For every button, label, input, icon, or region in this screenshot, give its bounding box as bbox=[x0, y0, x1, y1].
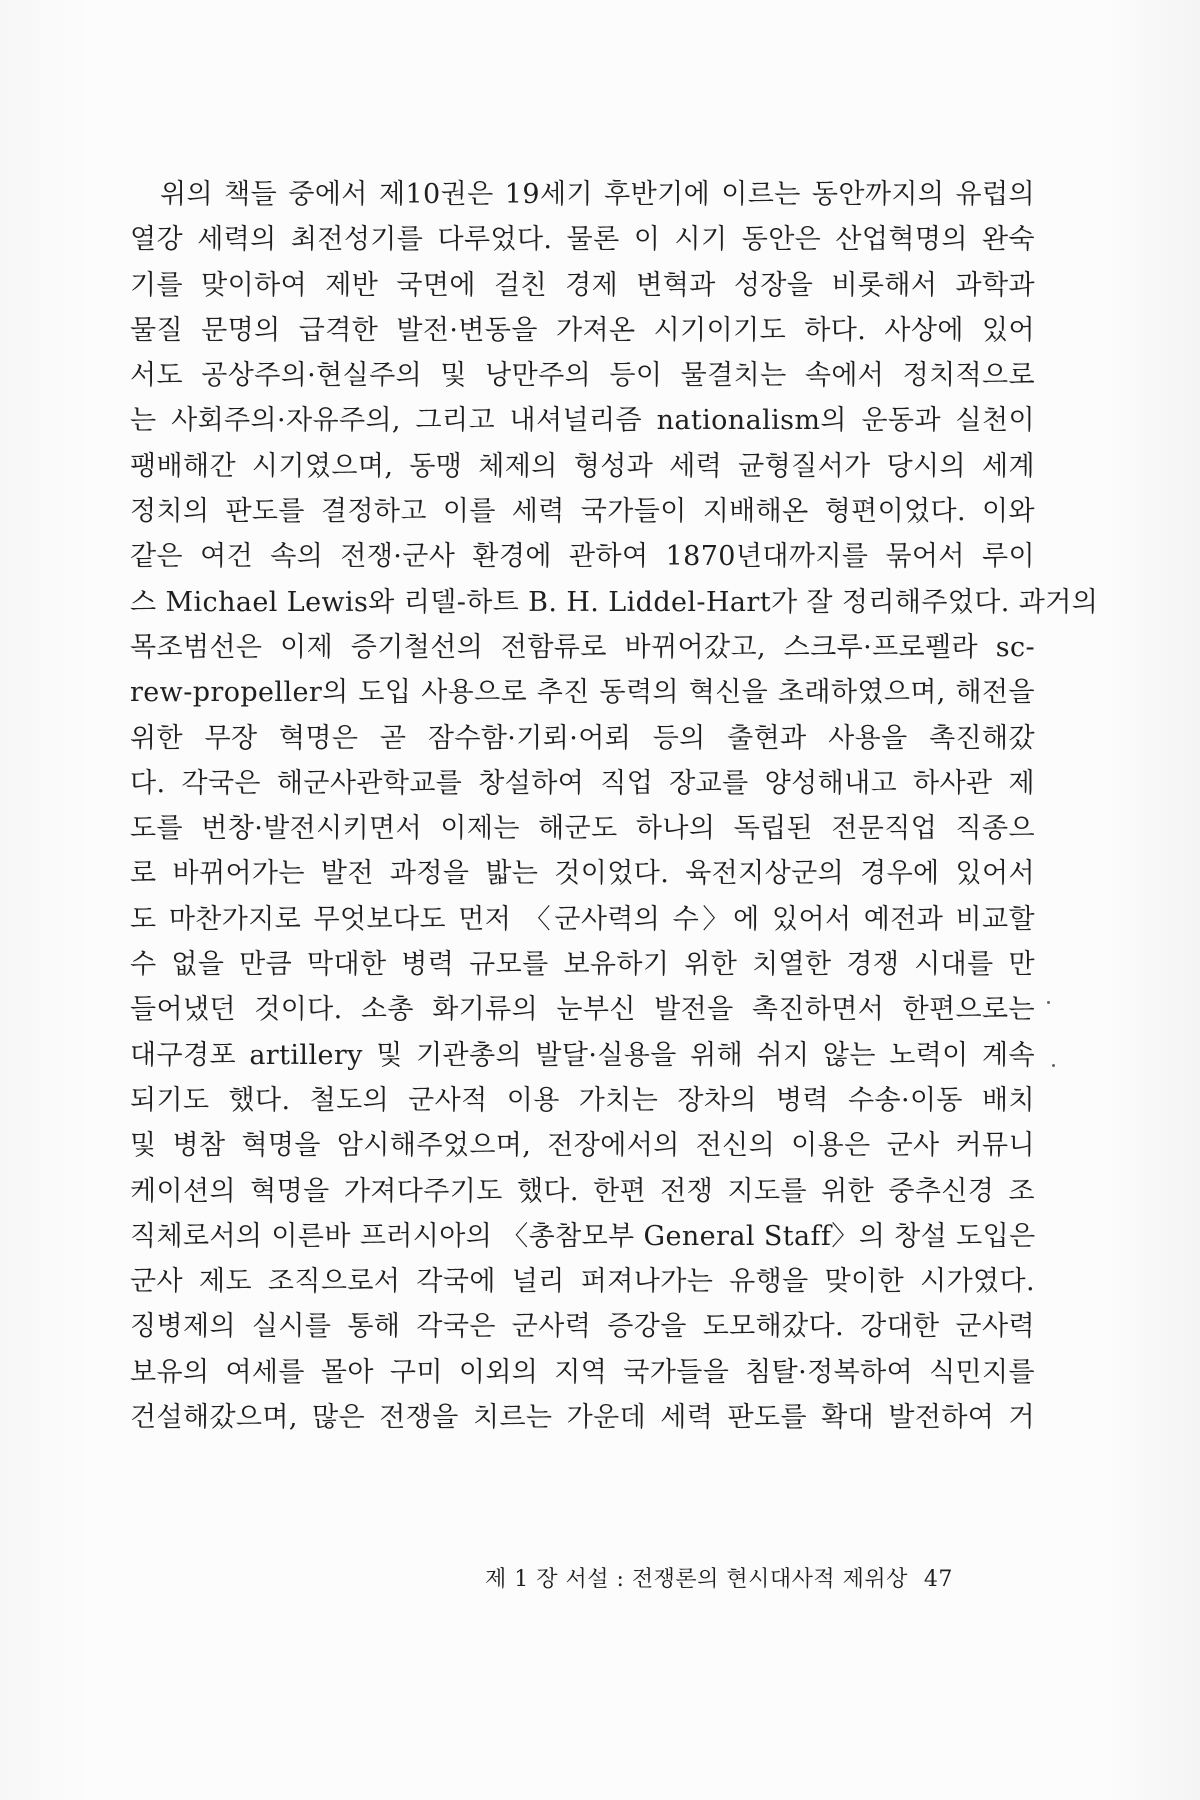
text-line: rew-propeller의 도입 사용으로 추진 동력의 혁신을 초래하였으며, 해전을 bbox=[130, 677, 1035, 709]
text-line: 같은 여건 속의 전쟁·군사 환경에 관하여 1870년대까지를 묶어서 루이 bbox=[130, 541, 1035, 573]
text-line: 목조범선은 이제 증기철선의 전함류로 바뀌어갔고, 스크루·프로펠라 sc- bbox=[130, 631, 1035, 663]
text-line: 군사 제도 조직으로서 각국에 널리 퍼져나가는 유행을 맞이한 시가였다. bbox=[130, 1266, 1035, 1298]
page-footer bbox=[485, 1562, 953, 1593]
text-line: 보유의 여세를 몰아 구미 이외의 지역 국가들을 침탈·정복하여 식민지를 bbox=[130, 1356, 1035, 1388]
page-number: 47 bbox=[923, 1567, 953, 1592]
ink-speck bbox=[1047, 1001, 1050, 1004]
text-line: 케이션의 혁명을 가져다주기도 했다. 한편 전쟁 지도를 위한 중추신경 조 bbox=[130, 1175, 1035, 1207]
text-line: 물질 문명의 급격한 발전·변동을 가져온 시기이기도 하다. 사상에 있어 bbox=[130, 314, 1035, 346]
text-line: 정치의 판도를 결정하고 이를 세력 국가들이 지배해온 형편이었다. 이와 bbox=[130, 496, 1035, 528]
text-line: 로 바뀌어가는 발전 과정을 밟는 것이었다. 육전지상군의 경우에 있어서 bbox=[130, 858, 1035, 890]
text-line: 위한 무장 혁명은 곧 잠수함·기뢰·어뢰 등의 출현과 사용을 촉진해갔 bbox=[130, 722, 1035, 754]
text-line: 직체로서의 이른바 프러시아의 〈총참모부 General Staff〉의 창설 도입은 bbox=[130, 1220, 1036, 1252]
text-line: 스 Michael Lewis와 리델-하트 B. H. Liddel-Hart가 잘 정리해주었다. 과거의 bbox=[130, 586, 1099, 618]
text-line: 는 사회주의·자유주의, 그리고 내셔널리즘 nationalism의 운동과 실천이 bbox=[130, 405, 1035, 437]
text-line: 대구경포 artillery 및 기관총의 발달·실용을 위해 쉬지 않는 노력이 계속 bbox=[130, 1039, 1035, 1071]
body-paragraph bbox=[130, 172, 1099, 1440]
text-line: 팽배해간 시기였으며, 동맹 체제의 형성과 세력 균형질서가 당시의 세계 bbox=[130, 450, 1035, 482]
text-line: 및 병참 혁명을 암시해주었으며, 전장에서의 전신의 이용은 군사 커뮤니 bbox=[130, 1130, 1035, 1162]
text-line: 위의 책들 중에서 제10권은 19세기 후반기에 이르는 동안까지의 유럽의 bbox=[160, 179, 1035, 210]
text-line: 들어냈던 것이다. 소총 화기류의 눈부신 발전을 촉진하면서 한편으로는 bbox=[130, 994, 1035, 1026]
text-line: 도를 번창·발전시키면서 이제는 해군도 하나의 독립된 전문직업 직종으 bbox=[130, 813, 1035, 845]
running-title: 제 1 장 서설 : 전쟁론의 현시대사적 제위상 bbox=[485, 1567, 908, 1592]
text-line: 열강 세력의 최전성기를 다루었다. 물론 이 시기 동안은 산업혁명의 완숙 bbox=[130, 224, 1035, 256]
text-line: 되기도 했다. 철도의 군사적 이용 가치는 장차의 병력 수송·이동 배치 bbox=[130, 1084, 1035, 1116]
text-line: 징병제의 실시를 통해 각국은 군사력 증강을 도모해갔다. 강대한 군사력 bbox=[130, 1311, 1035, 1343]
text-line: 서도 공상주의·현실주의 및 낭만주의 등이 물결치는 속에서 정치적으로 bbox=[130, 360, 1035, 392]
text-line: 기를 맞이하여 제반 국면에 걸친 경제 변혁과 성장을 비롯해서 과학과 bbox=[130, 269, 1035, 301]
text-line: 도 마찬가지로 무엇보다도 먼저 〈군사력의 수〉에 있어서 예전과 비교할 bbox=[130, 903, 1035, 935]
text-line: 수 없을 만큼 막대한 병력 규모를 보유하기 위한 치열한 경쟁 시대를 만 bbox=[130, 949, 1035, 981]
ink-speck bbox=[1052, 1064, 1055, 1067]
text-line: 다. 각국은 해군사관학교를 창설하여 직업 장교를 양성해내고 하사관 제 bbox=[130, 767, 1035, 799]
text-line: 건설해갔으며, 많은 전쟁을 치르는 가운데 세력 판도를 확대 발전하여 거 bbox=[130, 1402, 1035, 1434]
